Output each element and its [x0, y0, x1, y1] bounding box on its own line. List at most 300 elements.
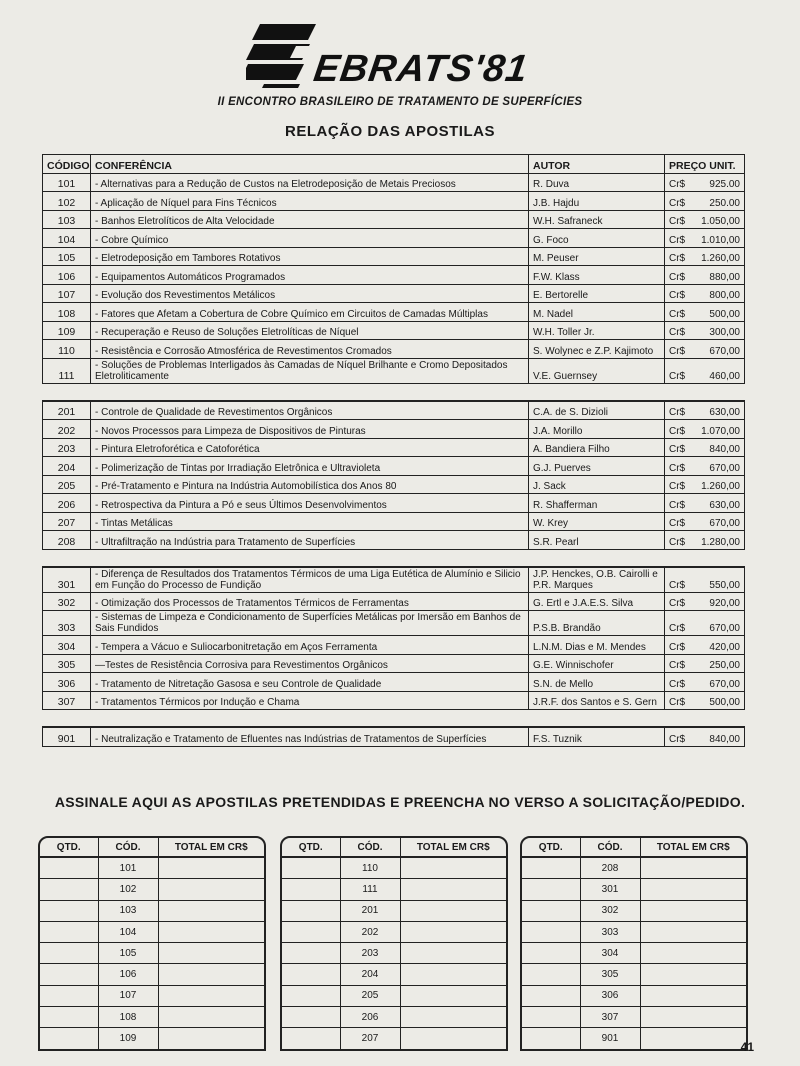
selection-row	[40, 857, 264, 879]
total-header: TOTAL EM CR$	[640, 838, 746, 857]
separator-cell	[43, 549, 745, 567]
page-title: RELAÇÃO DAS APOSTILAS	[285, 123, 495, 140]
table-row	[43, 192, 745, 211]
price-amount: 250.00	[709, 197, 740, 209]
row-author: J.A. Morillo	[529, 420, 665, 439]
row-author: L.N.M. Dias e M. Mendes	[529, 636, 665, 655]
row-code: 205	[43, 475, 91, 494]
price-amount: 840,00	[709, 444, 740, 455]
qty-field[interactable]	[522, 900, 580, 921]
total-field[interactable]	[400, 879, 506, 900]
total-field[interactable]	[158, 900, 264, 921]
selection-code: 307	[580, 1007, 640, 1028]
row-author: P.S.B. Brandão	[529, 611, 665, 636]
row-title: - Evolução dos Revestimentos Metálicos	[91, 284, 529, 303]
price-amount: 460,00	[709, 370, 740, 382]
price-amount: 420,00	[709, 641, 740, 653]
price-currency: Cr$	[669, 370, 686, 382]
table-row	[43, 567, 745, 593]
selection-row	[522, 964, 746, 985]
apostilas-body	[43, 173, 745, 746]
row-price	[665, 266, 745, 285]
row-title: - Soluções de Problemas Interligados às Camadas de Níquel Brilhante e Cromo Depositados Eletroliticamente	[91, 358, 529, 383]
total-header: TOTAL EM CR$	[400, 838, 506, 857]
row-title: - Controle de Qualidade de Revestimentos Orgânicos	[91, 401, 529, 420]
total-field[interactable]	[158, 1028, 264, 1049]
row-code: 106	[43, 266, 91, 285]
row-code: 306	[43, 673, 91, 692]
row-code: 204	[43, 457, 91, 476]
price-amount: 670,00	[709, 623, 740, 634]
row-code: 108	[43, 303, 91, 322]
price-currency: Cr$	[669, 308, 686, 320]
selection-code: 104	[98, 921, 158, 942]
row-title: - Tintas Metálicas	[91, 512, 529, 531]
price-amount: 670,00	[709, 518, 740, 529]
selection-row	[522, 857, 746, 879]
selection-code: 206	[340, 1007, 400, 1028]
table-row	[43, 284, 745, 303]
selection-row	[282, 857, 506, 879]
qty-field[interactable]	[522, 985, 580, 1006]
total-field[interactable]	[640, 1028, 746, 1049]
selection-row	[522, 1028, 746, 1049]
event-subtitle: II ENCONTRO BRASILEIRO DE TRATAMENTO DE SUPERFÍCIES	[217, 96, 583, 108]
row-code: 102	[43, 192, 91, 211]
total-field[interactable]	[640, 921, 746, 942]
table-row	[43, 340, 745, 359]
price-currency: Cr$	[669, 678, 686, 690]
price-amount: 630,00	[709, 499, 740, 511]
total-field[interactable]	[640, 857, 746, 879]
row-author: F.W. Klass	[529, 266, 665, 285]
table-row	[43, 636, 745, 655]
row-author: W.H. Toller Jr.	[529, 321, 665, 340]
selection-row	[522, 985, 746, 1006]
selection-code: 101	[98, 857, 158, 879]
row-author: W.H. Safraneck	[529, 210, 665, 229]
total-field[interactable]	[640, 1007, 746, 1028]
selection-header-row	[522, 838, 746, 857]
row-code: 207	[43, 512, 91, 531]
row-author: M. Nadel	[529, 303, 665, 322]
price-amount: 840,00	[709, 733, 740, 745]
ebrats-logo	[246, 22, 556, 92]
total-field[interactable]	[640, 985, 746, 1006]
price-currency: Cr$	[669, 253, 686, 264]
table-row	[43, 401, 745, 420]
row-code: 203	[43, 438, 91, 457]
header-author: AUTOR	[529, 155, 665, 174]
total-field[interactable]	[400, 964, 506, 985]
price-currency: Cr$	[669, 197, 686, 209]
selection-table-2	[280, 836, 508, 1051]
qty-field[interactable]	[282, 1007, 340, 1028]
row-title: - Retrospectiva da Pintura a Pó e seus Últimos Desenvolvimentos	[91, 494, 529, 513]
row-code: 303	[43, 611, 91, 636]
price-amount: 500,00	[709, 697, 740, 708]
selection-row	[282, 985, 506, 1006]
row-code: 302	[43, 592, 91, 611]
code-header: CÓD.	[340, 838, 400, 857]
row-title: - Alternativas para a Redução de Custos na Eletrodeposição de Metais Preciosos	[91, 173, 529, 192]
total-field[interactable]	[158, 857, 264, 879]
total-field[interactable]	[158, 964, 264, 985]
row-code: 901	[43, 727, 91, 746]
selection-row	[282, 964, 506, 985]
price-currency: Cr$	[669, 733, 686, 745]
qty-field[interactable]	[40, 857, 98, 879]
price-currency: Cr$	[669, 462, 686, 474]
row-title: - Aplicação de Níquel para Fins Técnicos	[91, 192, 529, 211]
row-price	[665, 494, 745, 513]
row-price	[665, 691, 745, 710]
selection-code: 108	[98, 1007, 158, 1028]
price-amount: 925.00	[709, 179, 740, 190]
row-title: - Equipamentos Automáticos Programados	[91, 266, 529, 285]
qty-field[interactable]	[282, 900, 340, 921]
price-amount: 800,00	[709, 290, 740, 301]
price-amount: 1.260,00	[701, 253, 740, 264]
selection-code: 105	[98, 943, 158, 964]
row-price	[665, 531, 745, 550]
qty-field[interactable]	[40, 964, 98, 985]
selection-code: 205	[340, 985, 400, 1006]
row-author: W. Krey	[529, 512, 665, 531]
row-author: R. Shafferman	[529, 494, 665, 513]
qty-field[interactable]	[522, 1007, 580, 1028]
table-row	[43, 321, 745, 340]
selection-row	[282, 879, 506, 900]
row-author: J.R.F. dos Santos e S. Gern	[529, 691, 665, 710]
row-code: 305	[43, 654, 91, 673]
table-row	[43, 611, 745, 636]
price-currency: Cr$	[669, 518, 686, 529]
group-separator	[43, 383, 745, 401]
qty-field[interactable]	[522, 964, 580, 985]
order-form-3	[522, 838, 746, 1049]
table-row	[43, 673, 745, 692]
total-field[interactable]	[400, 921, 506, 942]
row-author: R. Duva	[529, 173, 665, 192]
table-row	[43, 210, 745, 229]
selection-code: 109	[98, 1028, 158, 1049]
logo-mark-icon	[246, 22, 316, 90]
row-code: 301	[43, 567, 91, 593]
row-price	[665, 284, 745, 303]
price-amount: 1.050,00	[701, 216, 740, 227]
selection-row	[40, 900, 264, 921]
total-field[interactable]	[158, 1007, 264, 1028]
selection-row	[40, 943, 264, 964]
row-title: —Testes de Resistência Corrosiva para Revestimentos Orgânicos	[91, 654, 529, 673]
table-row	[43, 691, 745, 710]
selection-code: 305	[580, 964, 640, 985]
selection-row	[522, 900, 746, 921]
price-currency: Cr$	[669, 660, 686, 671]
row-price	[665, 229, 745, 248]
row-author: S. Wolynec e Z.P. Kajimoto	[529, 340, 665, 359]
table-row	[43, 475, 745, 494]
total-field[interactable]	[640, 943, 746, 964]
row-author: J.P. Henckes, O.B. Cairolli e P.R. Marques	[529, 567, 665, 593]
table-row	[43, 654, 745, 673]
table-row	[43, 173, 745, 192]
selection-code: 306	[580, 985, 640, 1006]
row-price	[665, 321, 745, 340]
row-code: 109	[43, 321, 91, 340]
qty-field[interactable]	[522, 879, 580, 900]
selection-code: 302	[580, 900, 640, 921]
qty-field[interactable]	[40, 900, 98, 921]
row-title: - Pré-Tratamento e Pintura na Indústria Automobilística dos Anos 80	[91, 475, 529, 494]
qty-field[interactable]	[282, 964, 340, 985]
price-amount: 300,00	[709, 327, 740, 338]
qty-field[interactable]	[40, 943, 98, 964]
selection-code: 110	[340, 857, 400, 879]
table-row	[43, 229, 745, 248]
row-author: V.E. Guernsey	[529, 358, 665, 383]
row-price	[665, 192, 745, 211]
total-field[interactable]	[640, 964, 746, 985]
row-price	[665, 210, 745, 229]
price-currency: Cr$	[669, 481, 686, 492]
row-title: - Ultrafiltração na Indústria para Tratamento de Superfícies	[91, 531, 529, 550]
row-price	[665, 567, 745, 593]
table-row	[43, 727, 745, 746]
row-code: 104	[43, 229, 91, 248]
selection-code: 102	[98, 879, 158, 900]
total-field[interactable]	[400, 985, 506, 1006]
qty-field[interactable]	[282, 879, 340, 900]
row-code: 110	[43, 340, 91, 359]
qty-field[interactable]	[282, 943, 340, 964]
row-code: 107	[43, 284, 91, 303]
selection-row	[40, 1007, 264, 1028]
price-currency: Cr$	[669, 271, 686, 283]
row-code: 208	[43, 531, 91, 550]
row-code: 101	[43, 173, 91, 192]
row-price	[665, 512, 745, 531]
total-field[interactable]	[158, 943, 264, 964]
row-price	[665, 303, 745, 322]
row-code: 202	[43, 420, 91, 439]
row-price	[665, 438, 745, 457]
price-currency: Cr$	[669, 697, 686, 708]
selection-row	[522, 921, 746, 942]
code-header: CÓD.	[98, 838, 158, 857]
qty-field[interactable]	[40, 1007, 98, 1028]
selection-code: 304	[580, 943, 640, 964]
selection-instructions: ASSINALE AQUI AS APOSTILAS PRETENDIDAS E PREENCHA NO VERSO A SOLICITAÇÃO/PEDIDO.	[54, 794, 746, 810]
row-author: F.S. Tuznik	[529, 727, 665, 746]
price-amount: 250,00	[709, 660, 740, 671]
qty-field[interactable]	[522, 1028, 580, 1049]
row-author: C.A. de S. Dizioli	[529, 401, 665, 420]
qty-field[interactable]	[282, 985, 340, 1006]
selection-row	[522, 1007, 746, 1028]
total-field[interactable]	[400, 1028, 506, 1049]
price-amount: 670,00	[709, 678, 740, 690]
price-amount: 1.010,00	[701, 234, 740, 246]
price-amount: 550,00	[709, 579, 740, 591]
total-field[interactable]	[640, 879, 746, 900]
row-title: - Sistemas de Limpeza e Condicionamento de Superfícies Metálicas por Imersão em Banhos de Sais Fundidos	[91, 611, 529, 636]
qty-field[interactable]	[40, 985, 98, 1006]
row-author: A. Bandiera Filho	[529, 438, 665, 457]
selection-header-row	[40, 838, 264, 857]
selection-code: 106	[98, 964, 158, 985]
row-price	[665, 592, 745, 611]
row-author: G.J. Puerves	[529, 457, 665, 476]
row-author: G. Ertl e J.A.E.S. Silva	[529, 592, 665, 611]
total-field[interactable]	[640, 900, 746, 921]
row-title: - Banhos Eletrolíticos de Alta Velocidade	[91, 210, 529, 229]
total-field[interactable]	[400, 1007, 506, 1028]
row-title: - Pintura Eletroforética e Catoforética	[91, 438, 529, 457]
total-field[interactable]	[158, 879, 264, 900]
row-title: - Diferença de Resultados dos Tratamentos Térmicos de uma Liga Eutética de Alumínio e Silicio em Função do Processo de Fundição	[91, 567, 529, 593]
selection-row	[40, 879, 264, 900]
selection-row	[522, 879, 746, 900]
total-field[interactable]	[158, 985, 264, 1006]
row-price	[665, 611, 745, 636]
row-title: - Cobre Químico	[91, 229, 529, 248]
price-currency: Cr$	[669, 536, 686, 548]
table-row	[43, 512, 745, 531]
row-code: 206	[43, 494, 91, 513]
selection-code: 901	[580, 1028, 640, 1049]
selection-table-3	[520, 836, 748, 1051]
row-code: 103	[43, 210, 91, 229]
table-row	[43, 420, 745, 439]
row-price	[665, 475, 745, 494]
qty-field[interactable]	[40, 921, 98, 942]
price-currency: Cr$	[669, 327, 686, 338]
order-form-1	[40, 838, 264, 1049]
qty-header: QTD.	[522, 838, 580, 857]
selection-row	[282, 900, 506, 921]
total-header: TOTAL EM CR$	[158, 838, 264, 857]
qty-header: QTD.	[40, 838, 98, 857]
selection-row	[40, 985, 264, 1006]
row-price	[665, 401, 745, 420]
selection-row	[40, 921, 264, 942]
selection-code: 201	[340, 900, 400, 921]
table-row	[43, 247, 745, 266]
price-amount: 630,00	[709, 407, 740, 418]
total-field[interactable]	[158, 921, 264, 942]
row-title: - Tratamento de Nitretação Gasosa e seu Controle de Qualidade	[91, 673, 529, 692]
row-price	[665, 173, 745, 192]
selection-code: 203	[340, 943, 400, 964]
row-author: J. Sack	[529, 475, 665, 494]
qty-field[interactable]	[40, 879, 98, 900]
selection-code: 103	[98, 900, 158, 921]
apostilas-table	[42, 154, 745, 747]
separator-cell	[43, 710, 745, 728]
selection-row	[282, 921, 506, 942]
qty-field[interactable]	[282, 921, 340, 942]
row-price	[665, 727, 745, 746]
price-amount: 670,00	[709, 345, 740, 357]
qty-field[interactable]	[282, 857, 340, 879]
selection-code: 111	[340, 879, 400, 900]
total-field[interactable]	[400, 943, 506, 964]
table-row	[43, 494, 745, 513]
table-row	[43, 358, 745, 383]
row-price	[665, 457, 745, 476]
group-separator	[43, 710, 745, 728]
price-currency: Cr$	[669, 425, 686, 437]
row-price	[665, 247, 745, 266]
row-author: S.R. Pearl	[529, 531, 665, 550]
selection-code: 303	[580, 921, 640, 942]
price-amount: 670,00	[709, 462, 740, 474]
row-author: M. Peuser	[529, 247, 665, 266]
row-title: - Fatores que Afetam a Cobertura de Cobre Químico em Circuitos de Camadas Múltiplas	[91, 303, 529, 322]
qty-field[interactable]	[522, 943, 580, 964]
qty-header: QTD.	[282, 838, 340, 857]
price-amount: 880,00	[709, 271, 740, 283]
row-title: - Neutralização e Tratamento de Efluentes nas Indústrias de Tratamentos de Superfícies	[91, 727, 529, 746]
separator-cell	[43, 383, 745, 401]
row-price	[665, 673, 745, 692]
code-header: CÓD.	[580, 838, 640, 857]
selection-row	[522, 943, 746, 964]
total-field[interactable]	[400, 900, 506, 921]
price-amount: 500,00	[709, 308, 740, 320]
row-code: 105	[43, 247, 91, 266]
selection-table-1	[38, 836, 266, 1051]
selection-row	[282, 1007, 506, 1028]
total-field[interactable]	[400, 857, 506, 879]
row-title: - Novos Processos para Limpeza de Dispositivos de Pinturas	[91, 420, 529, 439]
header-conference: CONFERÊNCIA	[91, 155, 529, 174]
logo-text: EBRATS'81	[311, 48, 531, 90]
qty-field[interactable]	[522, 857, 580, 879]
selection-row	[282, 1028, 506, 1049]
price-currency: Cr$	[669, 179, 686, 190]
group-separator	[43, 549, 745, 567]
qty-field[interactable]	[282, 1028, 340, 1049]
row-title: - Polimerização de Tintas por Irradiação Eletrônica e Ultravioleta	[91, 457, 529, 476]
selection-code: 207	[340, 1028, 400, 1049]
qty-field[interactable]	[40, 1028, 98, 1049]
price-amount: 1.280,00	[701, 536, 740, 548]
selection-code: 204	[340, 964, 400, 985]
row-price	[665, 358, 745, 383]
header-code: CÓDIGO	[43, 155, 91, 174]
price-amount: 1.260,00	[701, 481, 740, 492]
selection-header-row	[282, 838, 506, 857]
price-currency: Cr$	[669, 579, 686, 591]
qty-field[interactable]	[522, 921, 580, 942]
table-row	[43, 457, 745, 476]
selection-row	[282, 943, 506, 964]
row-author: S.N. de Mello	[529, 673, 665, 692]
row-title: - Eletrodeposição em Tambores Rotativos	[91, 247, 529, 266]
table-row	[43, 531, 745, 550]
selection-code: 301	[580, 879, 640, 900]
row-price	[665, 340, 745, 359]
row-code: 201	[43, 401, 91, 420]
row-title: - Tempera a Vácuo e Suliocarbonitretação em Aços Ferramenta	[91, 636, 529, 655]
selection-row	[40, 1028, 264, 1049]
selection-code: 208	[580, 857, 640, 879]
price-amount: 920,00	[709, 598, 740, 609]
price-currency: Cr$	[669, 407, 686, 418]
